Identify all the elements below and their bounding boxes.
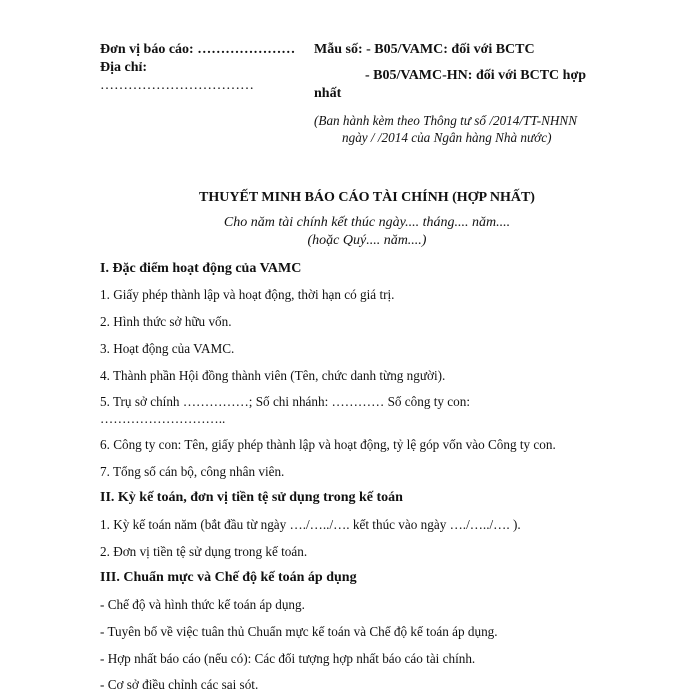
list-item: 2. Hình thức sở hữu vốn.	[100, 314, 232, 329]
list-item: 2. Đơn vị tiền tệ sử dụng trong kế toán.	[100, 544, 308, 559]
list-item: 4. Thành phần Hội đồng thành viên (Tên, chức danh từng người).	[100, 368, 446, 383]
address-dots: ……………………………	[100, 78, 254, 93]
list-item: 1. Kỳ kế toán năm (bắt đầu từ ngày …./…../…. kết thúc vào ngày …./…../…. ).	[100, 517, 521, 532]
issued-by-line-1: (Ban hành kèm theo Thông tư số /2014/TT-NHNN	[314, 113, 578, 128]
form-number-line-3: nhất	[314, 86, 342, 101]
form-number-line-2: - B05/VAMC-HN: đối với BCTC hợp	[365, 68, 586, 83]
list-item: ………………………..	[100, 411, 226, 426]
list-item: 3. Hoạt động của VAMC.	[100, 341, 235, 356]
list-item: - Chế độ và hình thức kế toán áp dụng.	[100, 597, 305, 612]
document-subtitle-1: Cho năm tài chính kết thúc ngày.... tháng.... năm....	[223, 215, 511, 230]
list-item: - Hợp nhất báo cáo (nếu có): Các đối tượng hợp nhất báo cáo tài chính.	[100, 651, 476, 666]
document-title: THUYẾT MINH BÁO CÁO TÀI CHÍNH (HỢP NHẤT)	[199, 190, 535, 205]
reporting-unit: Đơn vị báo cáo: …………………	[100, 42, 296, 57]
list-item: - Cơ sở điều chỉnh các sai sót.	[100, 677, 259, 692]
section-heading-3: III. Chuẩn mực và Chế độ kế toán áp dụng	[100, 570, 357, 585]
list-item: - Tuyên bố về việc tuân thủ Chuẩn mực kế toán và Chế độ kế toán áp dụng.	[100, 624, 498, 639]
address-label: Địa chỉ:	[100, 60, 148, 75]
list-item: 7. Tổng số cán bộ, công nhân viên.	[100, 464, 285, 479]
form-number-line-1: Mẫu số: - B05/VAMC: đối với BCTC	[314, 42, 535, 57]
document-subtitle-2: (hoặc Quý.... năm....)	[307, 233, 427, 248]
list-item: 5. Trụ sở chính ……………; Số chi nhánh: ………… Số công ty con:	[100, 394, 471, 409]
issued-by-line-2: ngày / /2014 của Ngân hàng Nhà nước)	[342, 130, 552, 145]
list-item: 6. Công ty con: Tên, giấy phép thành lập và hoạt động, tỷ lệ góp vốn vào Công ty con.	[100, 437, 556, 452]
list-item: 1. Giấy phép thành lập và hoạt động, thời hạn có giá trị.	[100, 287, 395, 302]
section-heading-2: II. Kỳ kế toán, đơn vị tiền tệ sử dụng trong kế toán	[100, 490, 403, 505]
section-heading-1: I. Đặc điểm hoạt động của VAMC	[100, 261, 302, 276]
